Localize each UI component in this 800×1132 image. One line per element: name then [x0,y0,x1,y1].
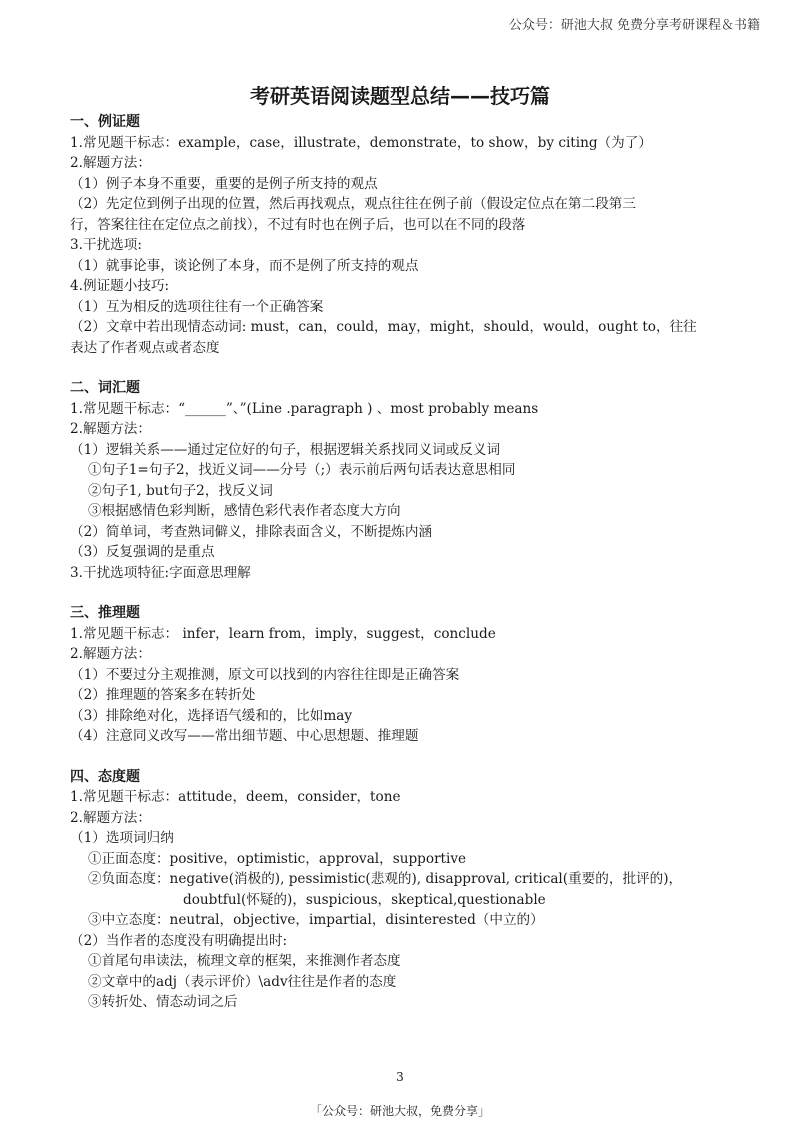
text-line: 3.干扰选项特征:字面意思理解 [70,564,251,581]
text-line: 行，答案往往在定位点之前找），不过有时也在例子后，也可以在不同的段落 [70,216,526,233]
text-line: （4）注意同义改写——常出细节题、中心思想题、推理题 [70,728,419,744]
text-line: ②负面态度：negative(消极的), pessimistic(悲观的), disapproval, critical(重要的，批评的)， [88,871,683,887]
text-line: 3.干扰选项: [70,237,142,253]
text-line: 4.例证题小技巧: [70,278,170,294]
section-inference [70,603,750,747]
text-line: ③转折处、情态动词之后 [88,994,238,1010]
section-attitude [70,767,750,1013]
text-line: （1）互为相反的选项往往有一个正确答案 [70,298,324,315]
section-title: 一、例证题 [70,114,140,130]
text-line: ③根据感情色彩判断，感情色彩代表作者态度大方向 [88,503,401,519]
text-line: 1.常见题干标志：example，case，illustrate，demonstrate，to show，by citing（为了） [70,134,652,151]
text-line: 2.解题方法： [70,421,151,437]
text-line: （2）当作者的态度没有明确提出时: [70,932,288,949]
section-title: 四、态度题 [70,768,140,785]
page-footer: 「公众号：研池大叔，免费分享」 [309,1104,490,1118]
text-line: 1.常见题干标志： infer，learn from，imply，suggest，conclude [70,625,496,642]
text-line: 表达了作者观点或者态度 [70,339,220,356]
text-line: 2.解题方法： [70,809,151,826]
section-title: 三、推理题 [70,605,140,621]
text-line: 2.解题方法： [70,155,151,171]
section-vocabulary [70,378,750,583]
document-body [70,112,750,1013]
text-line: （1）就事论事，谈论例了本身，而不是例了所支持的观点 [70,257,419,274]
text-line: 1.常见题干标志：“______”、”(Line .paragraph ) 、most probably means [70,400,539,417]
text-line: 2.解题方法： [70,646,151,662]
text-line: （2）简单词，考查熟词僻义，排除表面含义，不断提炼内涵 [70,523,433,540]
section-example [70,112,750,358]
text-line: ③中立态度：neutral，objective，impartial，disinterested（中立的） [88,912,544,928]
text-line: （2）文章中若出现情态动词: must，can，could，may，might，should，would，ought to，往往 [70,319,697,335]
text-line: （1）例子本身不重要，重要的是例子所支持的观点 [70,175,378,192]
text-line: （1）逻辑关系——通过定位好的句子，根据逻辑关系找同义词或反义词 [70,441,501,458]
section-title: 二、词汇题 [70,380,140,396]
text-line: （2）先定位到例子出现的位置，然后再找观点，观点往往在例子前（假设定位点在第二段第三 [70,196,636,212]
page-header: 公众号：研池大叔 免费分享考研课程＆书籍 [508,18,760,33]
text-line: doubtful(怀疑的)，suspicious，skeptical,questionable [183,891,546,908]
text-line: ①首尾句串读法，梳理文章的框架，来推测作者态度 [88,953,401,969]
text-line: 1.常见题干标志：attitude，deem，consider，tone [70,789,401,805]
document-title: 考研英语阅读题型总结——技巧篇 [250,84,550,108]
text-line: （3）排除绝对化，选择语气缓和的，比如may [70,707,353,724]
text-line: （1）选项词归纳 [70,830,174,846]
text-line: ②句子1, but句子2，找反义词 [88,482,273,499]
text-line: ①句子1=句子2，找近义词——分号（;）表示前后两句话表达意思相同 [88,462,516,478]
text-line: ①正面态度：positive，optimistic，approval，supportive [88,850,467,867]
text-line: （1）不要过分主观推测，原文可以找到的内容往往即是正确答案 [70,666,460,683]
text-line: （3）反复强调的是重点 [70,544,215,560]
text-line: ②文章中的adj（表示评价）\adv往往是作者的态度 [88,973,397,990]
text-line: （2）推理题的答案多在转折处 [70,687,256,703]
page-number: 3 [396,1070,404,1084]
